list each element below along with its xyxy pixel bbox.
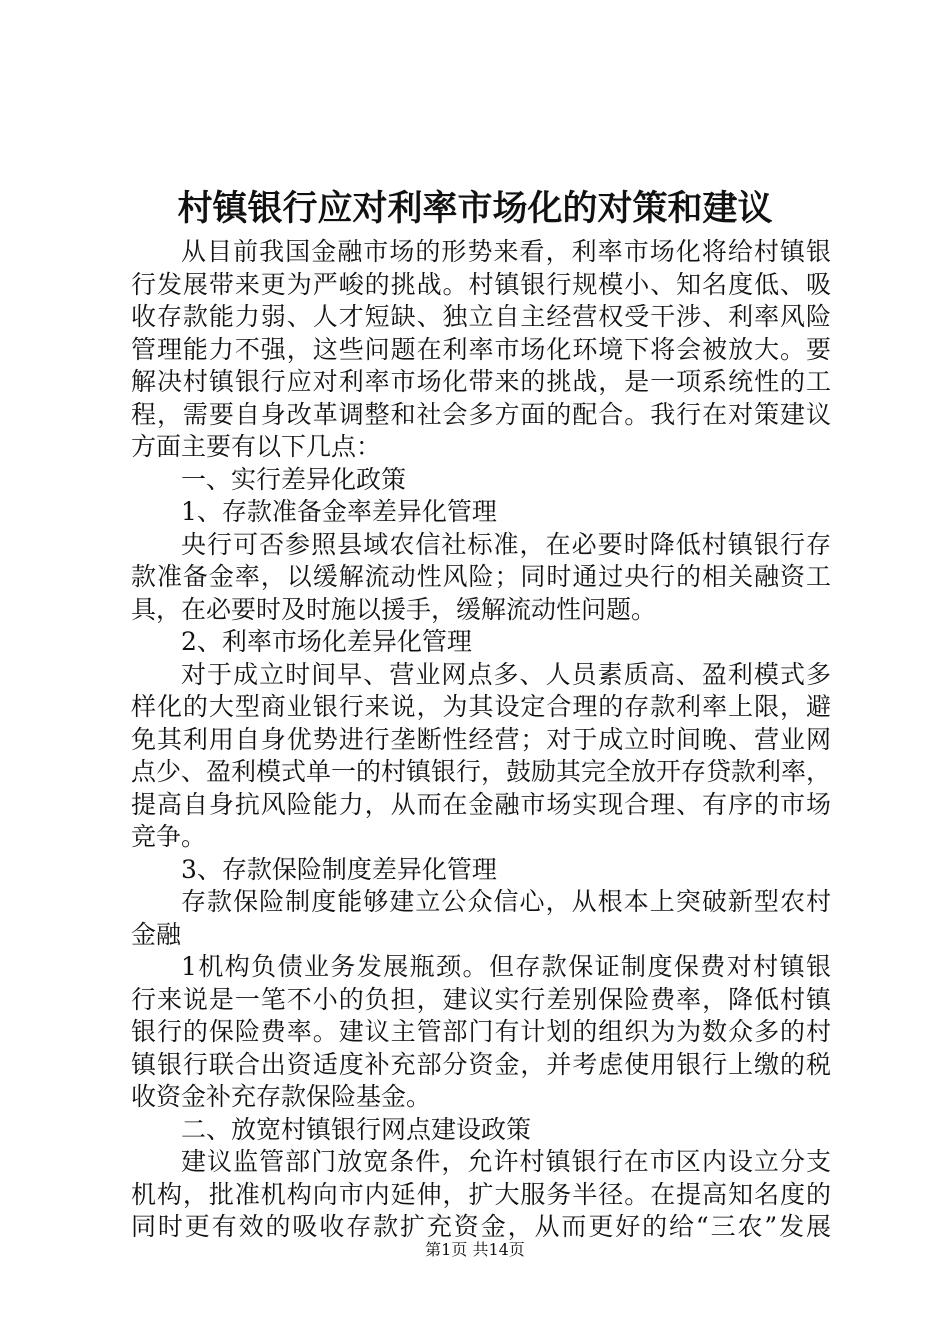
body-line: 金融: [131, 919, 182, 949]
body-line: 存款保险制度能够建立公众信心，从根本上突破新型农村: [181, 887, 831, 916]
section-heading: 一、实行差异化政策: [181, 464, 407, 494]
body-line: 竞争。: [131, 822, 207, 851]
subsection-heading: 3、存款保险制度差异化管理: [181, 854, 497, 884]
body-line: 样化的大型商业银行来说，为其设定合理的存款利率上限，避: [131, 692, 831, 721]
body-line: 对于成立时间早、营业网点多、人员素质高、盈利模式多: [181, 659, 831, 689]
body-line: 收存款能力弱、人才短缺、独立自主经营权受干涉、利率风险: [131, 302, 831, 331]
body-line: 1机构负债业务发展瓶颈。但存款保证制度保费对村镇银: [181, 952, 831, 981]
body-line: 管理能力不强，这些问题在利率市场化环境下将会被放大。要: [131, 334, 831, 364]
subsection-heading: 1、存款准备金率差异化管理: [181, 497, 497, 526]
body-line: 点少、盈利模式单一的村镇银行，鼓励其完全放开存贷款利率，: [131, 757, 832, 786]
body-line: 行来说是一笔不小的负担，建议实行差别保险费率，降低村镇: [131, 984, 831, 1014]
body-line: 镇银行联合出资适度补充部分资金，并考虑使用银行上缴的税: [131, 1049, 831, 1079]
body-line: 款准备金率，以缓解流动性风险；同时通过央行的相关融资工: [131, 562, 831, 591]
body-line: 提高自身抗风险能力，从而在金融市场实现合理、有序的市场: [131, 789, 831, 819]
body-line: 银行的保险费率。建议主管部门有计划的组织为为数众多的村: [131, 1017, 831, 1046]
body-line: 央行可否参照县域农信社标准，在必要时降低村镇银行存: [181, 529, 831, 559]
body-line: 同时更有效的吸收存款扩充资金，从而更好的给“三农”发展: [131, 1212, 831, 1241]
body-line: 收资金补充存款保险基金。: [131, 1082, 432, 1111]
page-number-footer: 第1页 共14页: [425, 1240, 525, 1259]
body-line: 机构，批准机构向市内延伸，扩大服务半径。在提高知名度的: [131, 1179, 831, 1209]
body-line: 建议监管部门放宽条件，允许村镇银行在市区内设立分支: [181, 1147, 831, 1176]
document-title: 村镇银行应对利率市场化的对策和建议: [177, 188, 773, 229]
body-line: 免其利用自身优势进行垄断性经营；对于成立时间晚、营业网: [131, 724, 831, 754]
body-line: 方面主要有以下几点：: [131, 432, 382, 461]
body-line: 解决村镇银行应对利率市场化带来的挑战，是一项系统性的工: [131, 367, 831, 396]
body-line: 从目前我国金融市场的形势来看，利率市场化将给村镇银: [181, 237, 831, 266]
body-line: 程，需要自身改革调整和社会多方面的配合。我行在对策建议: [131, 399, 831, 429]
body-line: 具，在必要时及时施以援手，缓解流动性问题。: [131, 594, 657, 624]
subsection-heading: 2、利率市场化差异化管理: [181, 627, 472, 656]
section-heading: 二、放宽村镇银行网点建设政策: [181, 1114, 532, 1144]
body-line: 行发展带来更为严峻的挑战。村镇银行规模小、知名度低、吸: [131, 269, 831, 299]
document-body: [131, 236, 831, 1244]
